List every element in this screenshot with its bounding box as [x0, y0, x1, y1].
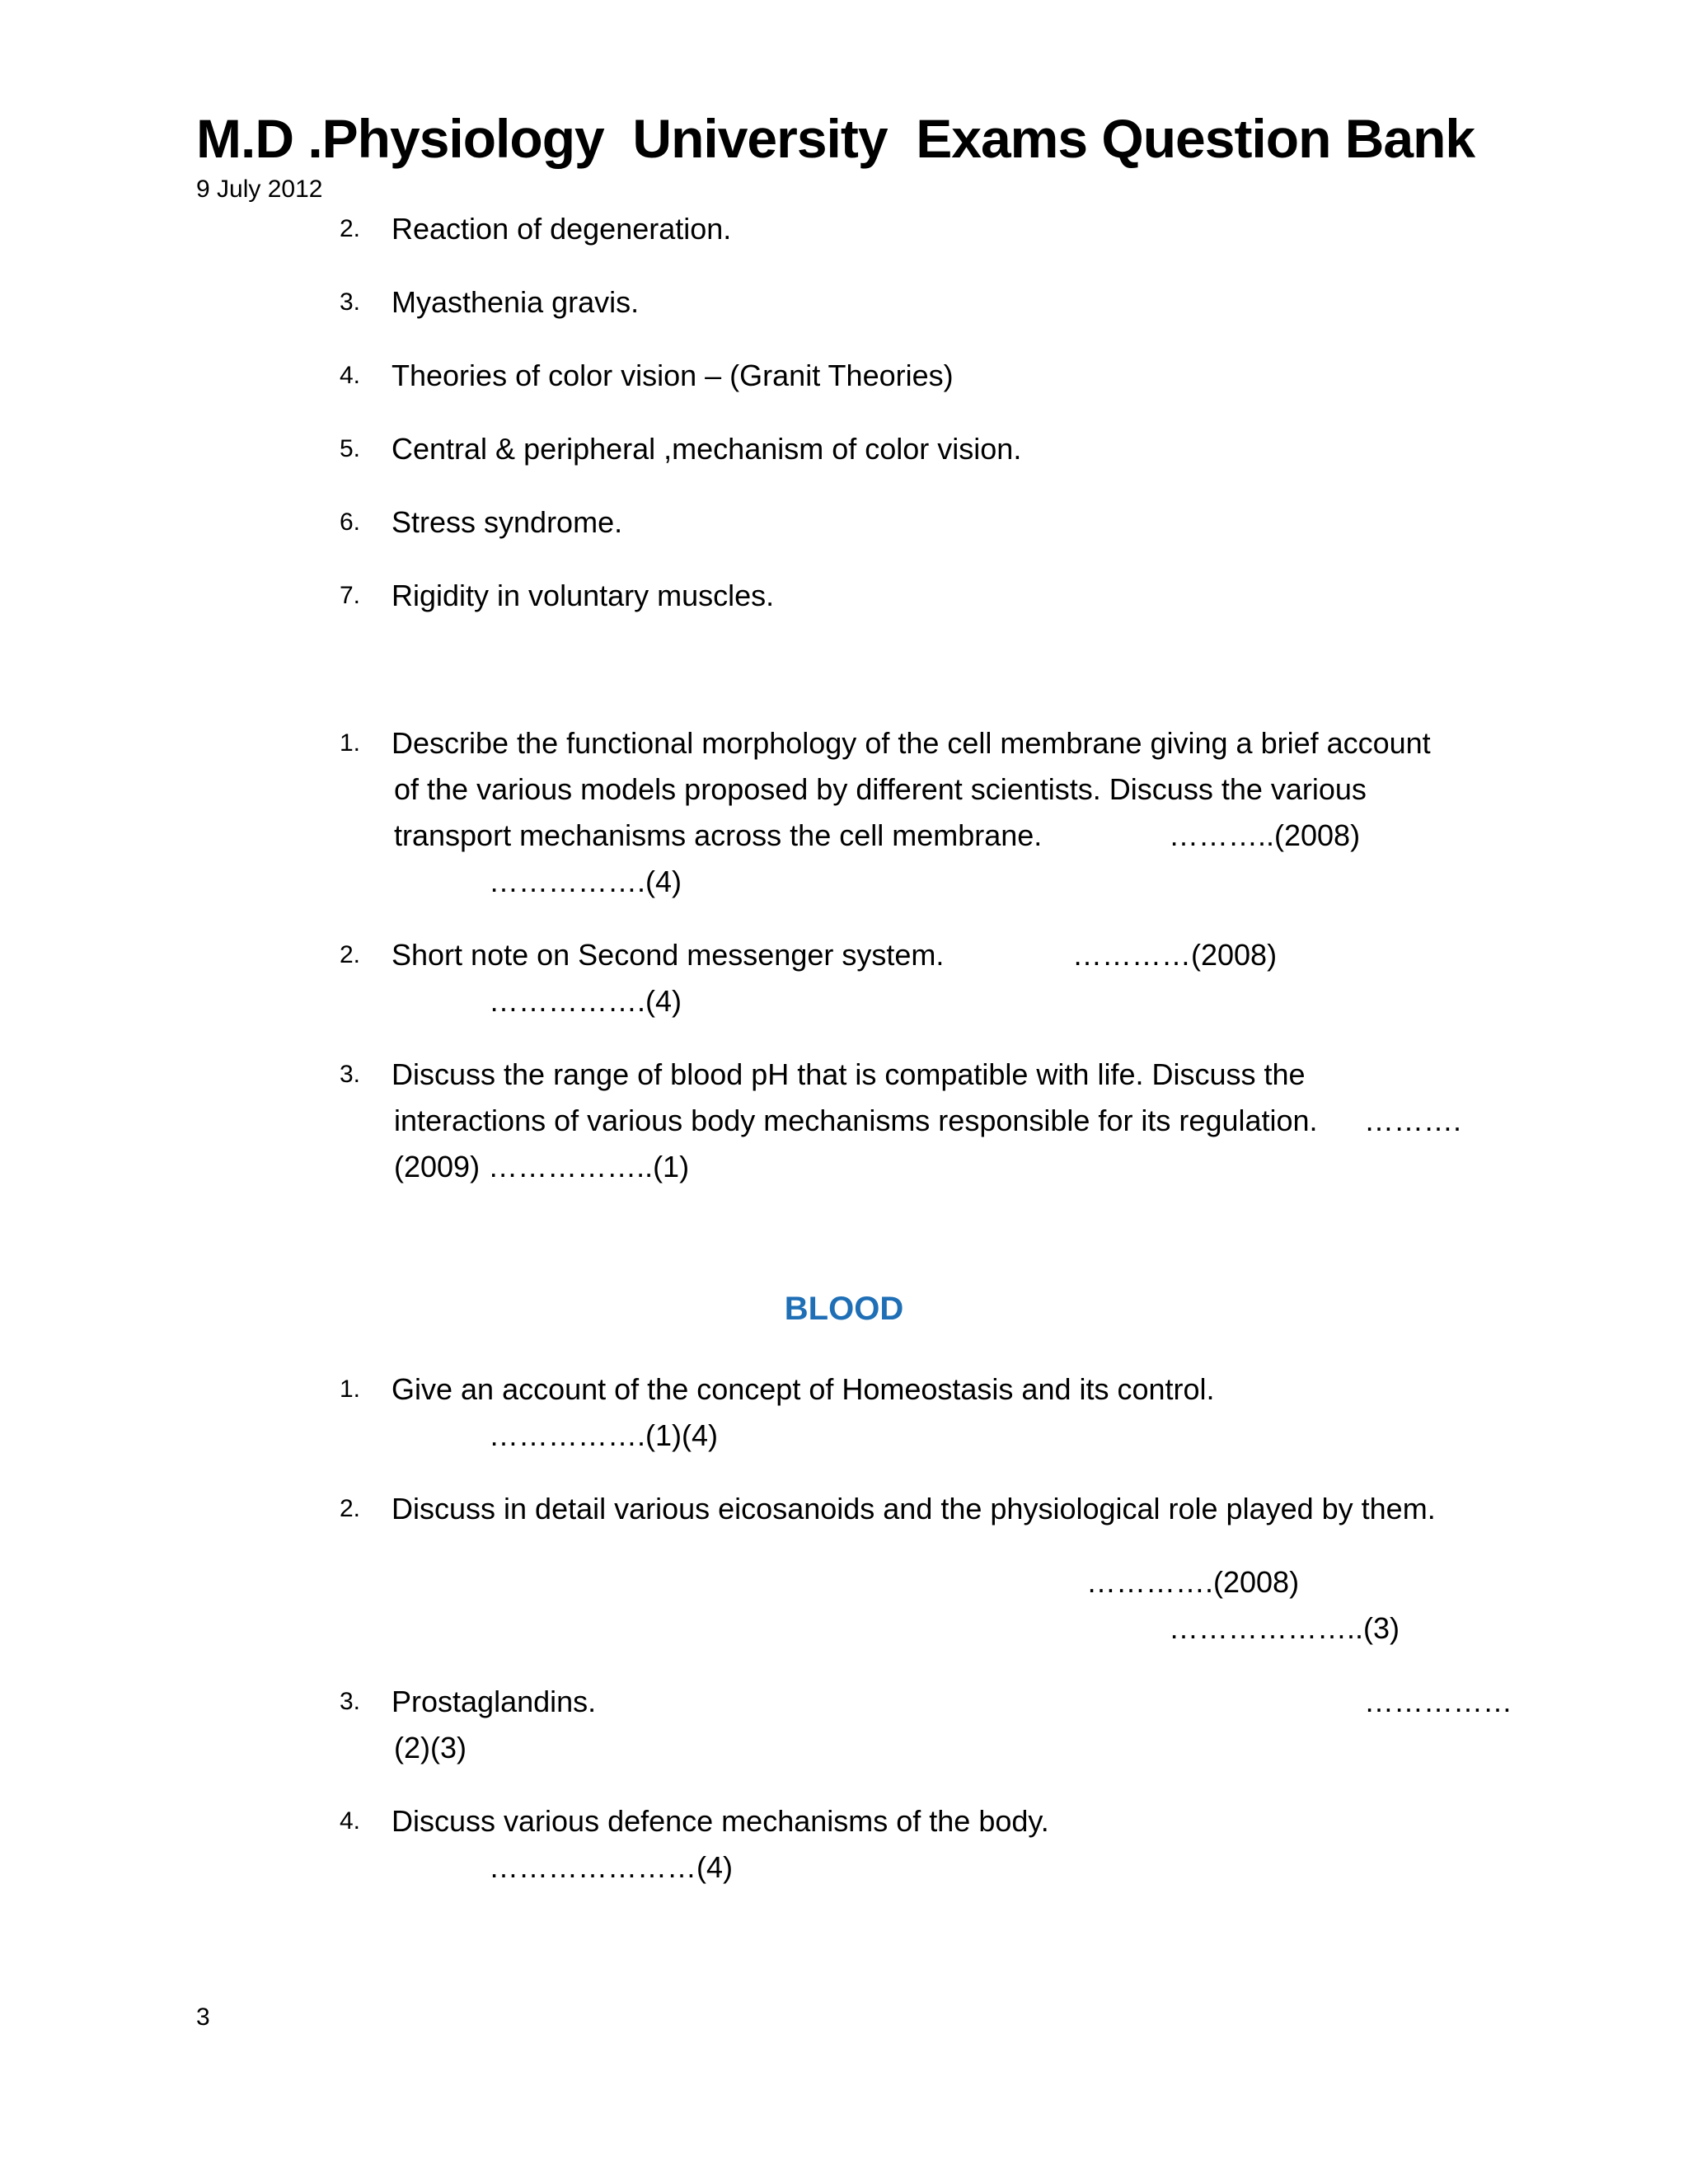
list-text: (2)(3) [394, 1731, 467, 1765]
list-number: 7. [340, 582, 361, 609]
list-number: 2. [340, 941, 361, 968]
list-number: 1. [340, 729, 361, 757]
list-text: interactions of various body mechanisms responsible for its regulation. [394, 1104, 1318, 1137]
list-text: Reaction of degeneration. [392, 212, 732, 246]
list-text: Stress syndrome. [392, 505, 623, 539]
year-reference: …………(2008) [1072, 938, 1278, 972]
page-title: M.D .Physiology University Exams Question Bank [196, 108, 1475, 169]
paper-reference: …………………(4) [489, 1850, 733, 1884]
list-text: Give an account of the concept of Homeostasis and its control. [392, 1372, 1215, 1406]
list-text: Central & peripheral ,mechanism of color vision. [392, 432, 1022, 466]
list-number: 2. [340, 1495, 361, 1522]
list-text: of the various models proposed by different scientists. Discuss the various [394, 772, 1367, 806]
list-number: 2. [340, 215, 361, 242]
list-number: 4. [340, 1807, 361, 1835]
list-text: Prostaglandins. [392, 1685, 597, 1718]
paper-reference: ………………..(3) [1169, 1611, 1400, 1645]
year-reference: ………….(2008) [1086, 1565, 1300, 1599]
list-number: 4. [340, 362, 361, 389]
paper-reference: …………….(4) [489, 984, 682, 1018]
year-reference: ………. [1364, 1104, 1462, 1137]
list-number: 5. [340, 435, 361, 462]
list-number: 3. [340, 1061, 361, 1088]
year-reference: ………..(2008) [1169, 818, 1361, 852]
page-date: 9 July 2012 [196, 176, 323, 203]
list-text: Theories of color vision – (Granit Theories) [392, 359, 954, 392]
list-text: Short note on Second messenger system. [392, 938, 945, 972]
paper-reference: …………….(1)(4) [489, 1418, 718, 1452]
list-number: 3. [340, 1688, 361, 1715]
list-number: 6. [340, 509, 361, 536]
list-number: 1. [340, 1376, 361, 1403]
page-number: 3 [196, 2004, 210, 2031]
list-text: (2009) ……………..(1) [394, 1150, 690, 1183]
section-heading: BLOOD [784, 1291, 904, 1327]
list-text: Discuss various defence mechanisms of the body. [392, 1804, 1049, 1838]
list-text: Describe the functional morphology of the cell membrane giving a brief account [392, 726, 1431, 760]
list-text: transport mechanisms across the cell membrane. [394, 818, 1043, 852]
list-text: Discuss the range of blood pH that is compatible with life. Discuss the [392, 1057, 1306, 1091]
paper-reference: …………….(4) [489, 865, 682, 898]
list-text: Myasthenia gravis. [392, 285, 640, 319]
list-number: 3. [340, 288, 361, 316]
list-text: Rigidity in voluntary muscles. [392, 579, 775, 612]
paper-reference: …………… [1364, 1685, 1512, 1718]
list-text: Discuss in detail various eicosanoids and the physiological role played by them. [392, 1492, 1436, 1526]
